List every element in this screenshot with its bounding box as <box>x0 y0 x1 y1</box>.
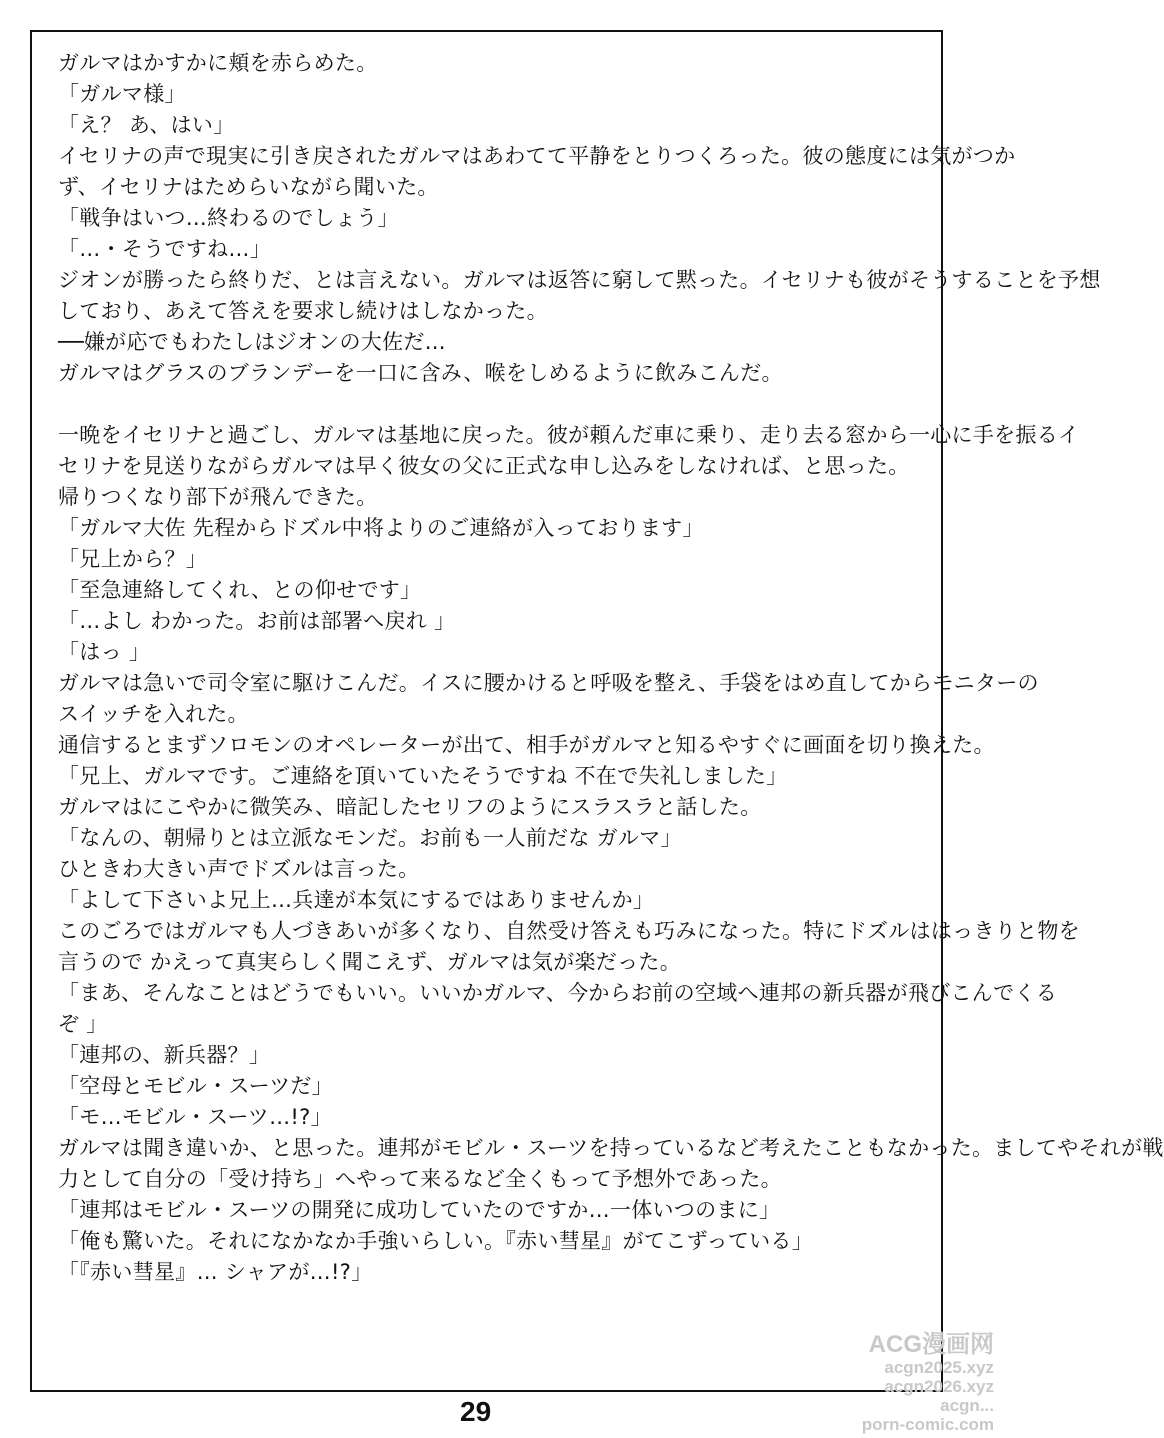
text-line: 一晩をイセリナと過ごし、ガルマは基地に戻った。彼が頼んだ車に乗り、走り去る窓から一心に手を振るイ <box>58 423 1080 447</box>
text-line: 「戦争はいつ…終わるのでしょう」 <box>58 206 399 230</box>
text-line: ──嫌が応でもわたしはジオンの大佐だ… <box>58 330 446 354</box>
text-line: 「俺も驚いた。それになかなか手強いらしい。『赤い彗星』がてこずっている」 <box>58 1229 814 1253</box>
text-line: 通信するとまずソロモンのオペレーターが出て、相手がガルマと知るやすぐに画面を切り換えた。 <box>58 733 995 757</box>
page-number: 29 <box>460 1396 492 1427</box>
text-line: ガルマはにこやかに微笑み、暗記したセリフのようにスラスラと話した。 <box>58 795 762 819</box>
watermark-line: acgn2025.xyz <box>884 1358 994 1377</box>
text-line: 「なんの、朝帰りとは立派なモンだ。お前も一人前だな ガルマ」 <box>58 826 682 850</box>
text-line: 「はっ 」 <box>58 640 151 664</box>
text-line: イセリナの声で現実に引き戻されたガルマはあわてて平静をとりつくろった。彼の態度には気がつか <box>58 144 1016 168</box>
text-line: ガルマは急いで司令室に駆けこんだ。イスに腰かけると呼吸を整え、手袋をはめ直してからモニターの <box>58 671 1039 695</box>
text-line: 「連邦の、新兵器？」 <box>58 1043 271 1067</box>
text-line: セリナを見送りながらガルマは早く彼女の父に正式な申し込みをしなければ、と思った。 <box>58 454 910 478</box>
text-line: 「まあ、そんなことはどうでもいい。いいかガルマ、今からお前の空域へ連邦の新兵器が飛びこんでくる <box>58 981 1057 1005</box>
text-line: ず、イセリナはためらいながら聞いた。 <box>58 175 439 199</box>
text-line: 言うので かえって真実らしく聞こえず、ガルマは気が楽だった。 <box>58 950 681 974</box>
text-line: スイッチを入れた。 <box>58 702 249 726</box>
text-line: 「…・そうですね…」 <box>58 237 271 261</box>
watermark-line: ACG漫画网 <box>868 1331 994 1358</box>
text-line: 「『赤い彗星』… シャアが…!?」 <box>58 1260 373 1284</box>
text-line: ジオンが勝ったら終りだ、とは言えない。ガルマは返答に窮して黙った。イセリナも彼がそうすることを予想 <box>58 268 1101 292</box>
text-line: 「よして下さいよ兄上…兵達が本気にするではありませんか」 <box>58 888 655 912</box>
text-line: 「兄上、ガルマです。ご連絡を頂いていたそうですね 不在で失礼しました」 <box>58 764 788 788</box>
watermark-line: acgn... <box>940 1396 994 1415</box>
text-line: ガルマはかすかに頬を赤らめた。 <box>58 51 378 75</box>
text-line: 「ガルマ様」 <box>58 82 186 106</box>
text-line: ガルマは聞き違いか、と思った。連邦がモビル・スーツを持っているなど考えたこともなかった。ましてやそれが戦 <box>58 1136 1164 1160</box>
text-line: 「え？ あ、はい」 <box>58 113 235 137</box>
text-line: 「兄上から？」 <box>58 547 208 571</box>
text-line: 「至急連絡してくれ、との仰せです」 <box>58 578 422 602</box>
text-line: ぞ 」 <box>58 1012 108 1036</box>
text-line: 「…よし わかった。お前は部署へ戻れ 」 <box>58 609 456 633</box>
text-line: 「ガルマ大佐 先程からドズル中将よりのご連絡が入っております」 <box>58 516 704 540</box>
text-line: 「モ…モビル・スーツ…!?」 <box>58 1105 332 1129</box>
text-line: ガルマはグラスのブランデーを一口に含み、喉をしめるように飲みこんだ。 <box>58 361 783 385</box>
blank-line <box>58 389 938 420</box>
text-line: 帰りつくなり部下が飛んできた。 <box>58 485 378 509</box>
text-line: ひときわ大きい声でドズルは言った。 <box>58 857 420 881</box>
watermark <box>862 1332 994 1434</box>
text-line: このごろではガルマも人づきあいが多くなり、自然受け答えも巧みになった。特にドズルははっきりと物を <box>58 919 1080 943</box>
body-text <box>58 48 1164 1288</box>
text-line: 力として自分の「受け持ち」へやって来るなど全くもって予想外であった。 <box>58 1167 782 1191</box>
watermark-line: porn-comic.com <box>861 1415 994 1434</box>
text-line: 「連邦はモビル・スーツの開発に成功していたのですか…一体いつのまに」 <box>58 1198 781 1222</box>
watermark-line: acgn2026.xyz <box>884 1377 994 1396</box>
text-line: しており、あえて答えを要求し続けはしなかった。 <box>58 299 548 323</box>
text-line: 「空母とモビル・スーツだ」 <box>58 1074 334 1098</box>
